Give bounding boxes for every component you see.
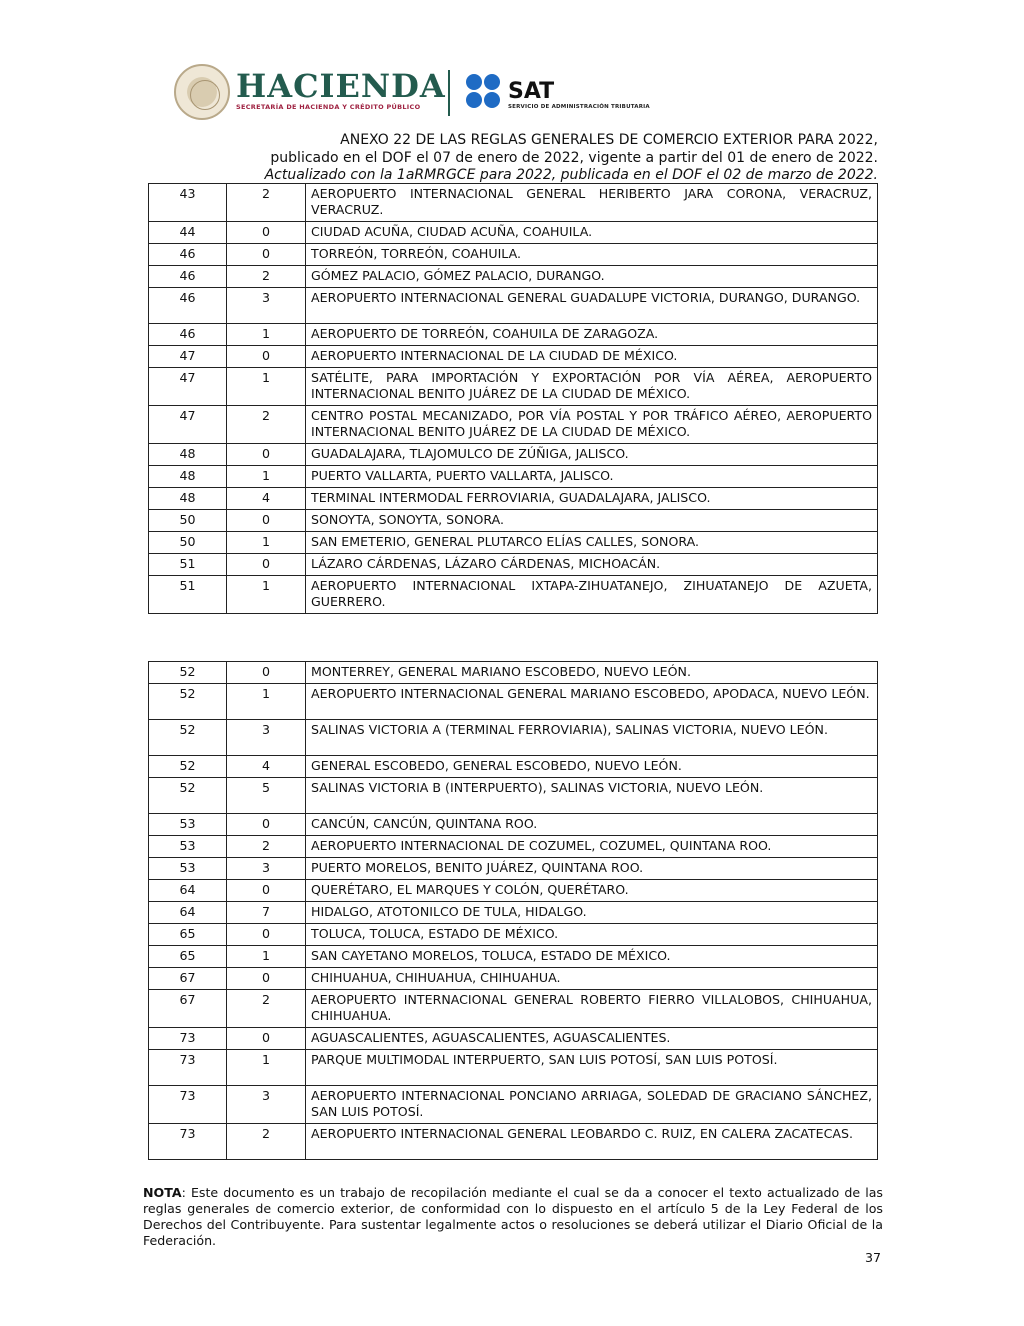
aduana-cell: 73 bbox=[149, 1028, 227, 1050]
aduana-cell: 52 bbox=[149, 778, 227, 814]
denominacion-cell: SALINAS VICTORIA A (TERMINAL FERROVIARIA), SALINAS VICTORIA, NUEVO LEÓN. bbox=[306, 720, 878, 756]
table-row bbox=[149, 444, 878, 466]
seccion-cell: 2 bbox=[227, 990, 306, 1028]
sat-logo-text: SAT bbox=[508, 79, 555, 104]
aduana-cell: 67 bbox=[149, 968, 227, 990]
denominacion-cell: GÓMEZ PALACIO, GÓMEZ PALACIO, DURANGO. bbox=[306, 266, 878, 288]
seccion-cell: 2 bbox=[227, 836, 306, 858]
seccion-cell: 3 bbox=[227, 1086, 306, 1124]
table-row bbox=[149, 1124, 878, 1160]
denominacion-cell: QUERÉTARO, EL MARQUES Y COLÓN, QUERÉTARO. bbox=[306, 880, 878, 902]
denominacion-cell: AEROPUERTO INTERNACIONAL GENERAL GUADALUPE VICTORIA, DURANGO, DURANGO. bbox=[306, 288, 878, 324]
sat-dot bbox=[466, 92, 482, 108]
table-row bbox=[149, 814, 878, 836]
hacienda-logo-subtitle: SECRETARÍA DE HACIENDA Y CRÉDITO PÚBLICO bbox=[236, 103, 421, 111]
aduana-cell: 53 bbox=[149, 858, 227, 880]
table-row bbox=[149, 576, 878, 614]
table-row bbox=[149, 406, 878, 444]
denominacion-cell: CANCÚN, CANCÚN, QUINTANA ROO. bbox=[306, 814, 878, 836]
aduana-cell: 48 bbox=[149, 488, 227, 510]
seccion-cell: 5 bbox=[227, 778, 306, 814]
aduana-cell: 48 bbox=[149, 466, 227, 488]
hacienda-logo-text: HACIENDA bbox=[236, 67, 446, 105]
table-row bbox=[149, 720, 878, 756]
table-row bbox=[149, 1028, 878, 1050]
table-row bbox=[149, 880, 878, 902]
denominacion-cell: SAN CAYETANO MORELOS, TOLUCA, ESTADO DE MÉXICO. bbox=[306, 946, 878, 968]
logo-bar bbox=[174, 64, 650, 124]
table-row bbox=[149, 532, 878, 554]
table-row bbox=[149, 368, 878, 406]
aduana-cell: 53 bbox=[149, 814, 227, 836]
denominacion-cell: SATÉLITE, PARA IMPORTACIÓN Y EXPORTACIÓN POR VÍA AÉREA, AEROPUERTO INTERNACIONAL BENITO JUÁREZ DE LA CIUDAD DE MÉXICO. bbox=[306, 368, 878, 406]
denominacion-cell: AEROPUERTO INTERNACIONAL IXTAPA-ZIHUATANEJO, ZIHUATANEJO DE AZUETA, GUERRERO. bbox=[306, 576, 878, 614]
table-row bbox=[149, 324, 878, 346]
seccion-cell: 3 bbox=[227, 288, 306, 324]
table-row bbox=[149, 684, 878, 720]
nota-text: : Este documento es un trabajo de recopilación mediante el cual se da a conocer el texto actualizado de las reglas generales de comercio exterior, de conformidad con lo dispuesto en el artículo 5 de la Ley Federal de los Derechos del Contribuyente. Para sustentar legalmente actos o resoluciones se deberá utilizar el Diario Oficial de la Federación. bbox=[143, 1185, 883, 1248]
denominacion-cell: AGUASCALIENTES, AGUASCALIENTES, AGUASCALIENTES. bbox=[306, 1028, 878, 1050]
table-row bbox=[149, 836, 878, 858]
aduana-cell: 64 bbox=[149, 902, 227, 924]
denominacion-cell: TOLUCA, TOLUCA, ESTADO DE MÉXICO. bbox=[306, 924, 878, 946]
table-row bbox=[149, 1050, 878, 1086]
sat-dot bbox=[484, 92, 500, 108]
aduana-cell: 48 bbox=[149, 444, 227, 466]
seccion-cell: 0 bbox=[227, 1028, 306, 1050]
table-row bbox=[149, 858, 878, 880]
seccion-cell: 1 bbox=[227, 684, 306, 720]
nota-label: NOTA bbox=[143, 1185, 182, 1200]
aduana-cell: 50 bbox=[149, 510, 227, 532]
sat-logo-dots-icon bbox=[466, 74, 502, 110]
seccion-cell: 3 bbox=[227, 858, 306, 880]
denominacion-cell: TORREÓN, TORREÓN, COAHUILA. bbox=[306, 244, 878, 266]
aduana-cell: 47 bbox=[149, 346, 227, 368]
seccion-cell: 1 bbox=[227, 368, 306, 406]
aduana-cell: 50 bbox=[149, 532, 227, 554]
table-row bbox=[149, 488, 878, 510]
denominacion-cell: GENERAL ESCOBEDO, GENERAL ESCOBEDO, NUEVO LEÓN. bbox=[306, 756, 878, 778]
table-row bbox=[149, 184, 878, 222]
aduana-cell: 46 bbox=[149, 266, 227, 288]
aduana-cell: 52 bbox=[149, 684, 227, 720]
denominacion-cell: CIUDAD ACUÑA, CIUDAD ACUÑA, COAHUILA. bbox=[306, 222, 878, 244]
aduana-cell: 52 bbox=[149, 662, 227, 684]
table-row bbox=[149, 222, 878, 244]
aduanas-table-part-2 bbox=[148, 661, 878, 1160]
sat-dot bbox=[484, 74, 500, 90]
table-row bbox=[149, 662, 878, 684]
table-row bbox=[149, 756, 878, 778]
aduana-cell: 73 bbox=[149, 1050, 227, 1086]
seccion-cell: 4 bbox=[227, 756, 306, 778]
aduanas-table-part-1 bbox=[148, 183, 878, 614]
denominacion-cell: GUADALAJARA, TLAJOMULCO DE ZÚÑIGA, JALISCO. bbox=[306, 444, 878, 466]
aduana-cell: 47 bbox=[149, 406, 227, 444]
table-row bbox=[149, 924, 878, 946]
table-row bbox=[149, 554, 878, 576]
table-row bbox=[149, 902, 878, 924]
aduana-cell: 65 bbox=[149, 924, 227, 946]
denominacion-cell: SALINAS VICTORIA B (INTERPUERTO), SALINAS VICTORIA, NUEVO LEÓN. bbox=[306, 778, 878, 814]
denominacion-cell: SONOYTA, SONOYTA, SONORA. bbox=[306, 510, 878, 532]
seccion-cell: 3 bbox=[227, 720, 306, 756]
seccion-cell: 1 bbox=[227, 324, 306, 346]
seccion-cell: 0 bbox=[227, 510, 306, 532]
denominacion-cell: AEROPUERTO INTERNACIONAL DE LA CIUDAD DE MÉXICO. bbox=[306, 346, 878, 368]
seccion-cell: 0 bbox=[227, 968, 306, 990]
seccion-cell: 0 bbox=[227, 662, 306, 684]
table-row bbox=[149, 968, 878, 990]
seccion-cell: 1 bbox=[227, 466, 306, 488]
denominacion-cell: MONTERREY, GENERAL MARIANO ESCOBEDO, NUEVO LEÓN. bbox=[306, 662, 878, 684]
seccion-cell: 0 bbox=[227, 346, 306, 368]
denominacion-cell: AEROPUERTO INTERNACIONAL PONCIANO ARRIAGA, SOLEDAD DE GRACIANO SÁNCHEZ, SAN LUIS POTOSÍ. bbox=[306, 1086, 878, 1124]
aduana-cell: 73 bbox=[149, 1086, 227, 1124]
seccion-cell: 1 bbox=[227, 576, 306, 614]
denominacion-cell: AEROPUERTO INTERNACIONAL GENERAL ROBERTO FIERRO VILLALOBOS, CHIHUAHUA, CHIHUAHUA. bbox=[306, 990, 878, 1028]
table-row bbox=[149, 346, 878, 368]
sat-logo-subtitle: SERVICIO DE ADMINISTRACIÓN TRIBUTARIA bbox=[508, 104, 650, 110]
aduana-cell: 67 bbox=[149, 990, 227, 1028]
seccion-cell: 0 bbox=[227, 244, 306, 266]
denominacion-cell: SAN EMETERIO, GENERAL PLUTARCO ELÍAS CALLES, SONORA. bbox=[306, 532, 878, 554]
page-number: 37 bbox=[864, 1250, 881, 1265]
aduana-cell: 46 bbox=[149, 244, 227, 266]
header-title: ANEXO 22 DE LAS REGLAS GENERALES DE COMERCIO EXTERIOR PARA 2022, bbox=[340, 132, 878, 148]
aduana-cell: 46 bbox=[149, 288, 227, 324]
seccion-cell: 0 bbox=[227, 924, 306, 946]
nota-paragraph bbox=[143, 1185, 883, 1249]
aduana-cell: 44 bbox=[149, 222, 227, 244]
seccion-cell: 0 bbox=[227, 444, 306, 466]
denominacion-cell: CHIHUAHUA, CHIHUAHUA, CHIHUAHUA. bbox=[306, 968, 878, 990]
denominacion-cell: AEROPUERTO INTERNACIONAL GENERAL MARIANO ESCOBEDO, APODACA, NUEVO LEÓN. bbox=[306, 684, 878, 720]
table-row bbox=[149, 244, 878, 266]
denominacion-cell: AEROPUERTO INTERNACIONAL GENERAL HERIBERTO JARA CORONA, VERACRUZ, VERACRUZ. bbox=[306, 184, 878, 222]
sat-dot bbox=[466, 74, 482, 90]
seal-inner-ring bbox=[190, 80, 220, 110]
seccion-cell: 1 bbox=[227, 946, 306, 968]
denominacion-cell: PARQUE MULTIMODAL INTERPUERTO, SAN LUIS POTOSÍ, SAN LUIS POTOSÍ. bbox=[306, 1050, 878, 1086]
table-row bbox=[149, 946, 878, 968]
seccion-cell: 1 bbox=[227, 1050, 306, 1086]
seccion-cell: 0 bbox=[227, 554, 306, 576]
denominacion-cell: HIDALGO, ATOTONILCO DE TULA, HIDALGO. bbox=[306, 902, 878, 924]
table-row bbox=[149, 990, 878, 1028]
table-row bbox=[149, 778, 878, 814]
aduana-cell: 52 bbox=[149, 756, 227, 778]
header-update: Actualizado con la 1aRMRGCE para 2022, publicada en el DOF el 02 de marzo de 2022. bbox=[264, 167, 878, 183]
denominacion-cell: AEROPUERTO INTERNACIONAL GENERAL LEOBARDO C. RUIZ, EN CALERA ZACATECAS. bbox=[306, 1124, 878, 1160]
aduana-cell: 46 bbox=[149, 324, 227, 346]
seccion-cell: 0 bbox=[227, 880, 306, 902]
denominacion-cell: AEROPUERTO INTERNACIONAL DE COZUMEL, COZUMEL, QUINTANA ROO. bbox=[306, 836, 878, 858]
denominacion-cell: CENTRO POSTAL MECANIZADO, POR VÍA POSTAL Y POR TRÁFICO AÉREO, AEROPUERTO INTERNACIONAL BENITO JUÁREZ DE LA CIUDAD DE MÉXICO. bbox=[306, 406, 878, 444]
table-row bbox=[149, 266, 878, 288]
aduana-cell: 51 bbox=[149, 554, 227, 576]
header-publication: publicado en el DOF el 07 de enero de 2022, vigente a partir del 01 de enero de 2022. bbox=[270, 150, 878, 166]
aduana-cell: 64 bbox=[149, 880, 227, 902]
seccion-cell: 2 bbox=[227, 406, 306, 444]
coat-of-arms-seal-icon bbox=[174, 64, 230, 120]
aduana-cell: 53 bbox=[149, 836, 227, 858]
aduana-cell: 51 bbox=[149, 576, 227, 614]
seccion-cell: 2 bbox=[227, 266, 306, 288]
aduana-cell: 47 bbox=[149, 368, 227, 406]
denominacion-cell: LÁZARO CÁRDENAS, LÁZARO CÁRDENAS, MICHOACÁN. bbox=[306, 554, 878, 576]
aduana-cell: 43 bbox=[149, 184, 227, 222]
aduana-cell: 52 bbox=[149, 720, 227, 756]
seccion-cell: 2 bbox=[227, 184, 306, 222]
table-row bbox=[149, 288, 878, 324]
table-row bbox=[149, 466, 878, 488]
denominacion-cell: AEROPUERTO DE TORREÓN, COAHUILA DE ZARAGOZA. bbox=[306, 324, 878, 346]
aduana-cell: 65 bbox=[149, 946, 227, 968]
denominacion-cell: TERMINAL INTERMODAL FERROVIARIA, GUADALAJARA, JALISCO. bbox=[306, 488, 878, 510]
denominacion-cell: PUERTO MORELOS, BENITO JUÁREZ, QUINTANA ROO. bbox=[306, 858, 878, 880]
seccion-cell: 2 bbox=[227, 1124, 306, 1160]
seccion-cell: 0 bbox=[227, 222, 306, 244]
aduana-cell: 73 bbox=[149, 1124, 227, 1160]
seccion-cell: 4 bbox=[227, 488, 306, 510]
seccion-cell: 1 bbox=[227, 532, 306, 554]
denominacion-cell: PUERTO VALLARTA, PUERTO VALLARTA, JALISCO. bbox=[306, 466, 878, 488]
seccion-cell: 0 bbox=[227, 814, 306, 836]
seccion-cell: 7 bbox=[227, 902, 306, 924]
table-row bbox=[149, 510, 878, 532]
table-row bbox=[149, 1086, 878, 1124]
logo-divider bbox=[448, 70, 450, 116]
